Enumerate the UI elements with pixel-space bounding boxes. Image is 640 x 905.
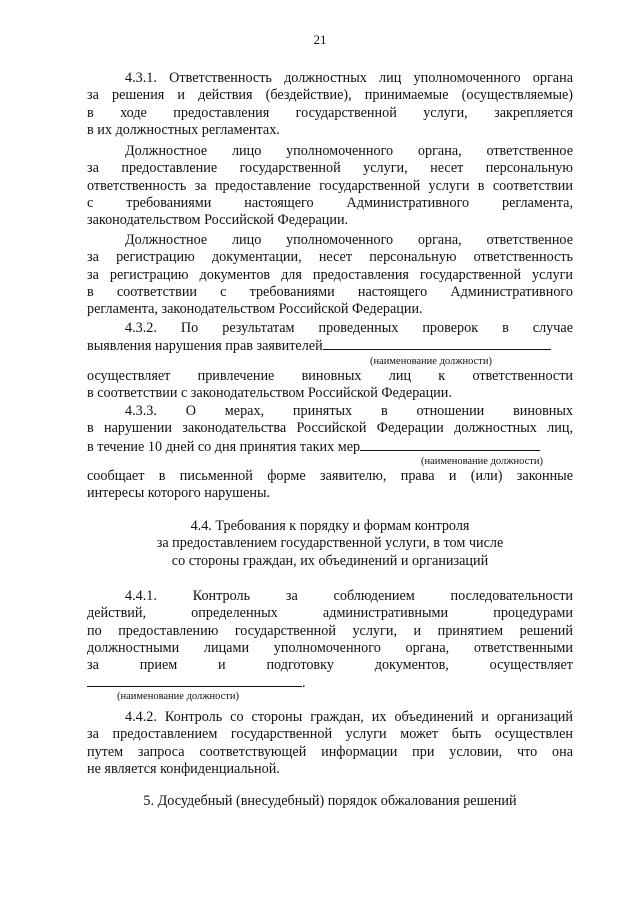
text-line: с требованиями настоящего Административного регламента, (87, 194, 573, 211)
paragraph-responsible-provision (87, 143, 573, 229)
text-line: действий, определенных административными процедурами (87, 605, 573, 622)
text-fragment: выявления нарушения прав заявителей (87, 338, 323, 355)
text-line: сообщает в письменной форме заявителю, права и (или) законные (87, 467, 573, 484)
paragraph-4-4-1 (87, 588, 573, 703)
text-line: не является конфиденциальной. (87, 760, 280, 777)
text-line: за решения и действия (бездействие), принимаемые (осуществляемые) (87, 87, 573, 104)
text-line: за предоставлением государственной услуги может быть осуществлен (87, 726, 573, 743)
text-line: 4.4.1. Контроль за соблюдением последовательности (125, 588, 573, 604)
text-line: в их должностных регламентах. (87, 121, 280, 138)
text-line: в соответствии с требованиями настоящего Административного (87, 283, 573, 300)
text-line: ответственность за предоставление государственной услуги в соответствии (87, 177, 573, 194)
text-line: в нарушении законодательства Российской Федерации должностных лиц, (87, 420, 573, 437)
paragraph-4-3-1 (87, 70, 573, 139)
paragraph-responsible-registration (87, 232, 573, 318)
text-line: за прием и подготовку документов, осуществляет (87, 657, 573, 674)
text-line: за предоставление государственной услуги, несет персональную (87, 160, 573, 177)
heading-line: за предоставлением государственной услуги, в том числе (156, 535, 504, 552)
text-line: в соответствии с законодательством Российской Федерации. (87, 384, 452, 401)
text-fragment: . (302, 675, 306, 692)
section-heading-5: 5. Досудебный (внесудебный) порядок обжалования решений (143, 793, 517, 809)
text-line: 4.3.1. Ответственность должностных лиц уполномоченного органа (125, 70, 573, 86)
blank-line (323, 337, 551, 350)
text-line: за регистрацию документации, несет персональную ответственность (87, 249, 573, 266)
text-line: регламента, законодательством Российской Федерации. (87, 301, 423, 318)
text-line: 4.3.3. О мерах, принятых в отношении виновных (125, 403, 573, 419)
blank-line (360, 438, 540, 451)
paragraph-4-4-2 (87, 709, 573, 778)
heading-line: 4.4. Требования к порядку и формам контроля (190, 518, 470, 534)
text-line: законодательством Российской Федерации. (87, 212, 349, 229)
paragraph-4-3-2 (87, 320, 573, 402)
paragraph-4-3-3 (87, 403, 573, 502)
text-line (87, 438, 573, 456)
text-line: путем запроса соответствующей информации при условии, что она (87, 743, 573, 760)
caption-position-name: (наименование должности) (421, 455, 544, 467)
page-number: 21 (313, 32, 327, 47)
text-line: должностными лицами уполномоченного органа, ответственными (87, 639, 573, 656)
text-line: в ходе предоставления государственной услуги, закрепляется (87, 104, 573, 121)
caption-position-name: (наименование должности) (117, 691, 240, 703)
text-line (87, 674, 573, 691)
section-heading-4-4 (87, 518, 573, 570)
text-line: осуществляет привлечение виновных лиц к ответственности (87, 367, 573, 384)
text-line: интересы которого нарушены. (87, 485, 271, 502)
text-line: 4.3.2. По результатам проведенных проверок в случае (125, 320, 573, 336)
caption-position-name: (наименование должности) (370, 355, 493, 367)
text-fragment: в течение 10 дней со дня принятия таких мер (87, 438, 361, 455)
text-line: 4.4.2. Контроль со стороны граждан, их объединений и организаций (125, 709, 573, 725)
text-line: Должностное лицо уполномоченного органа, ответственное (125, 143, 573, 159)
heading-line: со стороны граждан, их объединений и организаций (171, 552, 489, 569)
text-line: за регистрацию документов для предоставления государственной услуги (87, 266, 573, 283)
text-line: Должностное лицо уполномоченного органа, ответственное (125, 232, 573, 248)
blank-line (87, 674, 302, 687)
text-line (87, 337, 573, 355)
text-line: по предоставлению государственной услуги, и принятием решений (87, 622, 573, 639)
